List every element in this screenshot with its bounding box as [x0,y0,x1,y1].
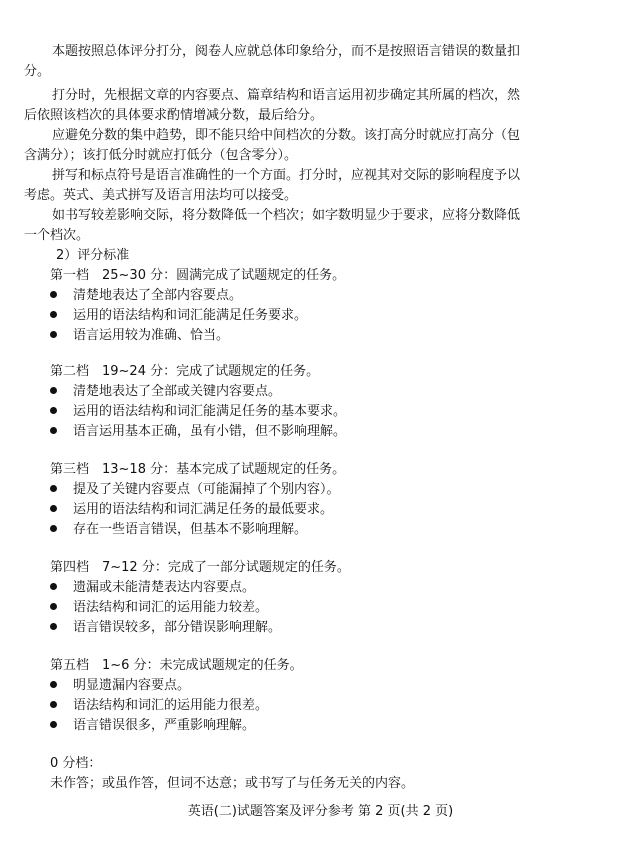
bullet-icon [50,387,57,394]
bullet-icon [50,603,57,610]
tier-4-item: 语言错误较多，部分错误影响理解。 [50,618,610,638]
section-title: 2）评分标准 [56,248,130,263]
paragraph-1 [24,42,614,82]
tier-1-item: 清楚地表达了全部内容要点。 [50,286,610,306]
bullet-icon [50,525,57,532]
zero-tier-title: 0 分档： [50,756,102,771]
bullet-icon [50,407,57,414]
bullet-icon [50,331,57,338]
paragraph-2-line-1: 打分时，先根据文章的内容要点、篇章结构和语言运用初步确定其所属的档次，然 [52,88,521,103]
tier-3-item: 提及了关键内容要点（可能漏掉了个别内容）。 [50,480,610,500]
paragraph-4-line-2: 考虑。英式、美式拼写及语言用法均可以接受。 [24,188,298,203]
paragraph-4-line-1: 拼写和标点符号是语言准确性的一个方面。打分时，应视其对交际的影响程度予以 [52,168,521,183]
bullet-icon [50,583,57,590]
tier-4-item: 语法结构和词汇的运用能力较差。 [50,598,610,618]
paragraph-2-line-2: 后依照该档次的具体要求酌情增减分数，最后给分。 [24,108,324,123]
tier-3-item: 存在一些语言错误，但基本不影响理解。 [50,520,610,540]
bullet-icon [50,311,57,318]
tier-1-item: 运用的语法结构和词汇能满足任务要求。 [50,306,610,326]
tier-5-item: 明显遗漏内容要点。 [50,676,610,696]
tier-1-item: 语言运用较为准确、恰当。 [50,326,610,346]
tier-2-item: 语言运用基本正确，虽有小错，但不影响理解。 [50,422,610,442]
tier-2-heading: 第二档 19~24 分：完成了试题规定的任务。 [50,364,320,379]
paragraph-5 [24,206,614,246]
paragraph-3-line-1: 应避免分数的集中趋势，即不能只给中间档次的分数。该打高分时就应打高分（包 [52,128,521,143]
bullet-icon [50,505,57,512]
tier-5-heading: 第五档 1~6 分：未完成试题规定的任务。 [50,658,303,673]
paragraph-3-line-2: 含满分）；该打低分时就应打低分（包含零分）。 [24,148,298,163]
tier-2-item: 运用的语法结构和词汇能满足任务的基本要求。 [50,402,610,422]
tier-4-item: 遗漏或未能清楚表达内容要点。 [50,578,610,598]
paragraph-2 [24,86,614,126]
tier-3-item: 运用的语法结构和词汇满足任务的最低要求。 [50,500,610,520]
bullet-icon [50,291,57,298]
tier-3-heading: 第三档 13~18 分：基本完成了试题规定的任务。 [50,462,346,477]
paragraph-4 [24,166,614,206]
bullet-icon [50,681,57,688]
paragraph-1-line-1: 本题按照总体评分打分，阅卷人应就总体印象给分，而不是按照语言错误的数量扣 [52,44,521,59]
paragraph-3 [24,126,614,166]
paragraph-1-line-2: 分。 [24,64,51,79]
page-footer: 英语(二)试题答案及评分参考 第 2 页(共 2 页) [187,804,454,819]
bullet-icon [50,701,57,708]
bullet-icon [50,623,57,630]
bullet-icon [50,721,57,728]
bullet-icon [50,427,57,434]
tier-4-heading: 第四档 7~12 分：完成了一部分试题规定的任务。 [50,560,350,575]
zero-tier-description: 未作答；或虽作答，但词不达意；或书写了与任务无关的内容。 [50,776,415,791]
tier-2-item: 清楚地表达了全部或关键内容要点。 [50,382,610,402]
paragraph-5-line-1: 如书写较差影响交际，将分数降低一个档次；如字数明显少于要求，应将分数降低 [52,208,521,223]
tier-5-item: 语言错误很多，严重影响理解。 [50,716,610,736]
tier-1-heading: 第一档 25~30 分：圆满完成了试题规定的任务。 [50,268,346,283]
tier-5-item: 语法结构和词汇的运用能力很差。 [50,696,610,716]
bullet-icon [50,485,57,492]
paragraph-5-line-2: 一个档次。 [24,228,90,243]
